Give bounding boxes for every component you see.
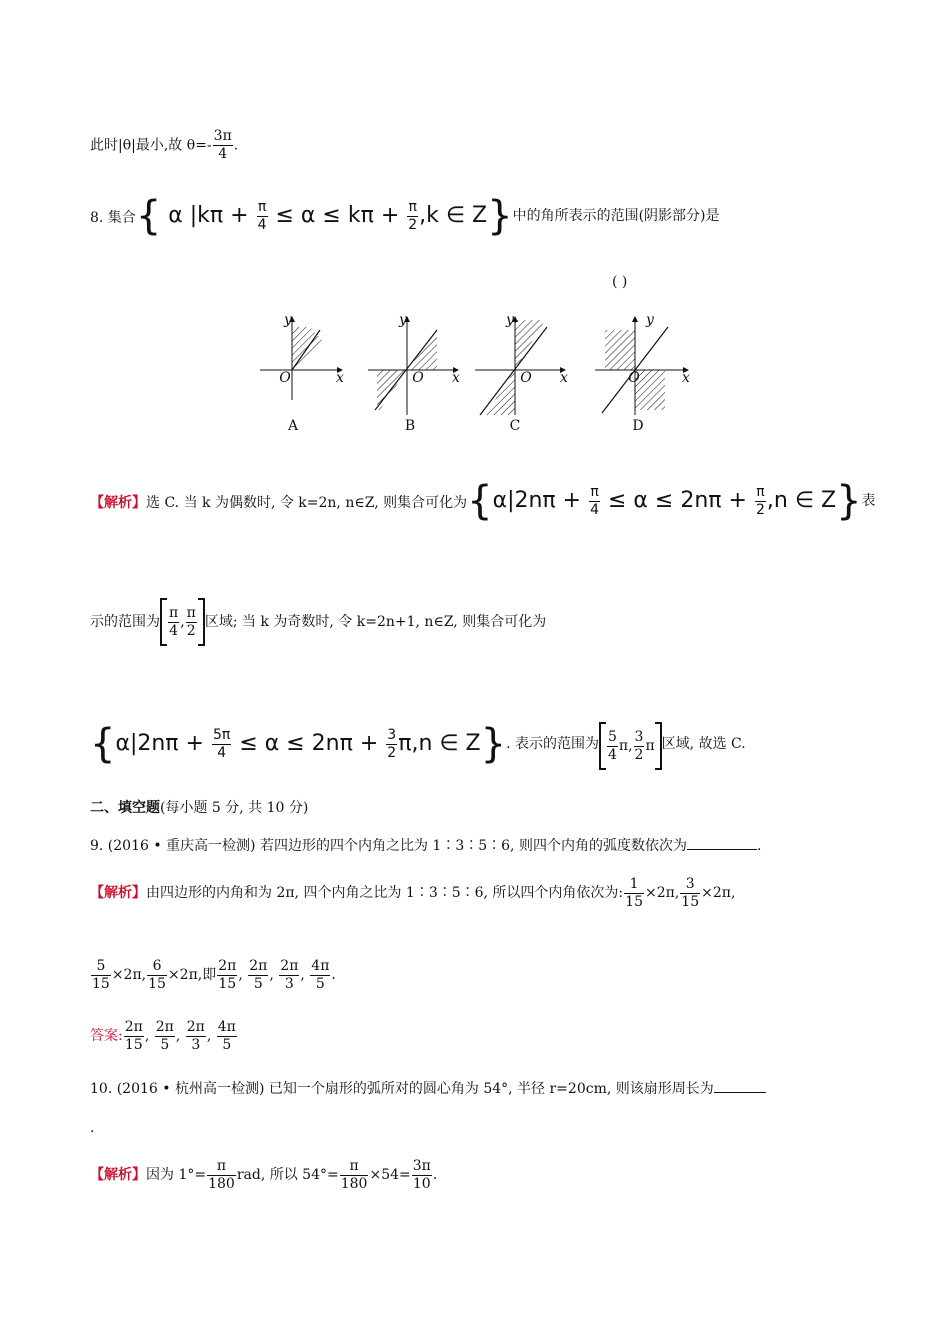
- solution-10: 【解析】因为 1°= $\frac{\pi}{180}$ rad, 所以 54°= $\frac{\pi}{180}$ ×54= $\frac{3\pi}{10}$ .: [90, 1157, 438, 1192]
- axis-x-label-a: x: [336, 370, 344, 386]
- solution-9-line-2: $\frac{5}{15}$ ×2π, $\frac{6}{15}$ ×2π,即 $\frac{2\pi}{15}$ , $\frac{2\pi}{5}$ , $\frac{2\pi}{3}$ , $\frac{4\pi}{5}$ .: [92, 957, 336, 992]
- figure-a: [260, 317, 342, 400]
- solution-8-line-2: 示的范围为 $\frac{\pi}{4}$ , $\frac{\pi}{2}$ 区域; 当 k 为奇数时, 令 k=2n+1, n∈Z, 则集合可化为: [90, 598, 546, 646]
- answer-paren: ( ): [612, 274, 628, 290]
- figure-c: [475, 317, 565, 415]
- question-10: 10. (2016 • 杭州高一检测) 已知一个扇形的弧所对的圆心角为 54°, 半径 r=20cm, 则该扇形周长为: [90, 1078, 766, 1099]
- origin-label-c: O: [520, 370, 532, 386]
- axis-x-label-c: x: [560, 370, 568, 386]
- theta-text: 此时|θ|最小,故 θ=-: [90, 137, 212, 154]
- answer-9: 答案: $\frac{2\pi}{15}$ , $\frac{2\pi}{5}$ , $\frac{2\pi}{3}$ , $\frac{4\pi}{5}$: [90, 1018, 236, 1053]
- option-b-label: B: [404, 418, 416, 434]
- answer-blank: [687, 835, 757, 850]
- solution-8-line-1: 【解析】选 C. 当 k 为偶数时, 令 k=2n, n∈Z, 则集合可化为{α|2nπ + $\frac{\pi}{4}$ ≤ α ≤ 2nπ + $\frac{\pi}{2}$ ,n ∈ Z}表: [90, 478, 876, 524]
- origin-label-b: O: [412, 370, 424, 386]
- answer-blank: [714, 1078, 766, 1093]
- figure-d: [595, 317, 688, 415]
- origin-label-d: O: [628, 370, 640, 386]
- axis-y-label-c: y: [506, 312, 514, 328]
- solution-9-line-1: 【解析】由四边形的内角和为 2π, 四个内角之比为 1∶3∶5∶6, 所以四个内角依次为: $\frac{1}{15}$ ×2π, $\frac{3}{15}$ ×2π,: [90, 875, 736, 910]
- axis-y-label-a: y: [284, 312, 292, 328]
- option-figures: [250, 305, 700, 425]
- set-expression: { α |kπ + $\frac{\pi}{4}$ ≤ α ≤ kπ + $\frac{\pi}{2}$ ,k ∈ Z}: [135, 193, 513, 239]
- solution-8-line-3: {α|2nπ + $\frac{5\pi}{4}$ ≤ α ≤ 2nπ + $\frac{3}{2}$ π,n ∈ Z}. 表示的范围为 $\frac{5}{4}$ π, $\frac{3}{2}$ π 区域, 故选 C.: [90, 720, 746, 770]
- theta-fraction: $\frac{3\pi}{4}$: [213, 128, 232, 162]
- axis-x-label-b: x: [452, 370, 460, 386]
- theta-line: 此时|θ|最小,故 θ=- $\frac{3\pi}{4}$ .: [90, 128, 239, 162]
- figure-b: [368, 317, 458, 415]
- section-2-header: 二、填空题(每小题 5 分, 共 10 分): [90, 800, 309, 816]
- option-d-label: D: [632, 418, 644, 434]
- question-10-dot: .: [90, 1120, 95, 1136]
- axis-y-label-d: y: [646, 312, 654, 328]
- question-8: 8. 集合{ α |kπ + $\frac{\pi}{4}$ ≤ α ≤ kπ + $\frac{\pi}{2}$ ,k ∈ Z}中的角所表示的范围(阴影部分)是: [90, 193, 720, 239]
- analysis-tag: 【解析】: [90, 495, 146, 511]
- question-9: 9. (2016 • 重庆高一检测) 若四边形的四个内角之比为 1∶3∶5∶6, 则四个内角的弧度数依次为 .: [90, 835, 761, 856]
- axis-y-label-b: y: [399, 312, 407, 328]
- origin-label-a: O: [279, 370, 291, 386]
- axis-x-label-d: x: [682, 370, 690, 386]
- option-a-label: A: [287, 418, 299, 434]
- option-c-label: C: [509, 418, 521, 434]
